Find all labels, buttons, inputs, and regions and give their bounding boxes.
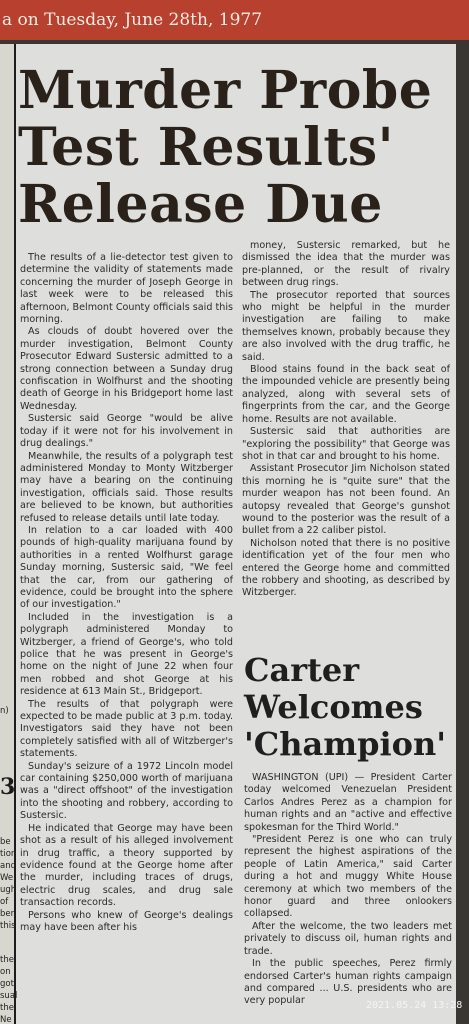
paragraph: In the public speeches, Perez firmly endorsed Carter's human rights campaign and compared ... U.S. presidents who are very popular: [244, 958, 452, 1007]
fragment-1: 3: [0, 774, 16, 800]
fragment-14: the: [0, 1003, 14, 1013]
paragraph: WASHINGTON (UPI) — President Carter today welcomed Venezuelan President Carlos Andres Perez as a champion for human rights and an "active and effective spokesman for the Third World.": [244, 772, 452, 833]
fragment-9: this: [0, 921, 16, 931]
paragraph: Sustersic said that authorities are "exploring the possibility" that George was shot in that car and brought to his home.: [242, 426, 450, 462]
paragraph: Persons who knew of George's dealings may have been after his: [20, 909, 233, 933]
fragment-8: ber.: [0, 909, 17, 919]
paragraph: The results of a lie-detector test given to determine the validity of statements made concerning the murder of Joseph George in last week were to be released this afternoon, Belmont County officials said this morning.: [20, 252, 233, 326]
article-column-right: [242, 240, 450, 644]
article-column-left: [20, 252, 233, 1024]
paragraph: "President Perez is one who can truly represent the highest aspirations of the people of Latin America," said Carter during a hot and muggy White House ceremony at which two members of the honor guard and three onlookers collapsed.: [244, 834, 452, 920]
fragment-13: sual: [0, 991, 18, 1001]
paragraph: After the welcome, the two leaders met privately to discuss oil, human rights and trade.: [244, 920, 452, 957]
photo-timestamp: 2021.05.24 13:28: [366, 1000, 463, 1011]
paragraph: The prosecutor reported that sources who might be helpful in the murder investigation are failing to make themselves known, probably because they are also involved with the drug traffic, he said.: [242, 289, 450, 363]
article-column-carter: [244, 772, 452, 1024]
fragment-6: ugh: [0, 885, 17, 895]
fragment-11: on: [0, 967, 11, 977]
headline: Murder Probe Test Results' Release Due: [18, 60, 433, 235]
paragraph: Sunday's seizure of a 1972 Lincoln model car containing $250,000 worth of marijuana was a "direct offshoot" of the investigation into the shooting and robbery, according to Sustersic.: [20, 760, 233, 822]
fragment-2: be: [0, 837, 11, 847]
paragraph: He indicated that George may have been shot as a result of his alleged involvement in drug traffic, a theory supported by evidence found at the George home after the murder, including traces of drugs, electric drug scales, and drug sale transaction records.: [20, 822, 233, 909]
paragraph: Included in the investigation is a polygraph administered Monday to Witzberger, a friend of George's, who told police that he was present in George's home on the night of June 22 when four men robbed and shot George at his residence at 613 Main St., Bridgeport.: [20, 611, 233, 698]
fragment-12: got: [0, 979, 14, 989]
paragraph: Meanwhile, the results of a polygraph test administered Monday to Monty Witzberger may have a bearing on the continuing investigation, officials said. Those results are believed to be known, but authorities refused to release details until late today.: [20, 450, 233, 524]
paragraph: Blood stains found in the back seat of the impounded vehicle are presently being analyzed, along with several sets of fingerprints from the car, and the George home. Results are not available.: [242, 364, 450, 425]
paragraph: Nicholson noted that there is no positive identification yet of the four men who entered the George home and committed the robbery and shooting, as described by Witzberger.: [242, 537, 450, 599]
dateline: a on Tuesday, June 28th, 1977: [2, 10, 263, 30]
fragment-7: of: [0, 897, 9, 907]
fragment-3: tion: [0, 849, 17, 859]
fragment-4: and: [0, 861, 16, 871]
fragment-5: We: [0, 873, 14, 883]
paragraph: As clouds of doubt hovered over the murder investigation, Belmont County Prosecutor Edward Sustersic admitted to a strong connection between a Sunday drug confiscation in Wolfhurst and the shooting death of George in his Bridgeport home last Wednesday.: [20, 326, 233, 412]
paragraph: Assistant Prosecutor Jim Nicholson stated this morning he is "quite sure" that the murder weapon has not been found. An autopsy revealed that George's gunshot wound to the posterior was the result of a bullet from a 22 caliber pistol.: [242, 463, 450, 537]
newspaper-page: [0, 44, 456, 1024]
paragraph: In relation to a car loaded with 400 pounds of high-quality marijuana found by authorities in a rented Wolfhurst garage Sunday morning, Sustersic said, "We feel that the car, from our gathering of evidence, could be brought into the sphere of our investigation.": [20, 524, 233, 611]
paragraph: The results of that polygraph were expected to be made public at 3 p.m. today. Investigators said they have not been completely satisfied with all of Witzberger's statements.: [20, 698, 233, 760]
paragraph: money, Sustersic remarked, but he dismissed the idea that the murder was pre-planned, or the result of rivalry between drug rings.: [242, 240, 450, 289]
fragment-15: Ne: [0, 1015, 12, 1024]
subheadline: Carter Welcomes 'Champion': [244, 651, 447, 763]
paragraph: Sustersic said George "would be alive today if it were not for his involvement in drug dealings.": [20, 413, 233, 450]
fragment-10: the: [0, 955, 14, 965]
fragment-0: n): [0, 706, 9, 716]
